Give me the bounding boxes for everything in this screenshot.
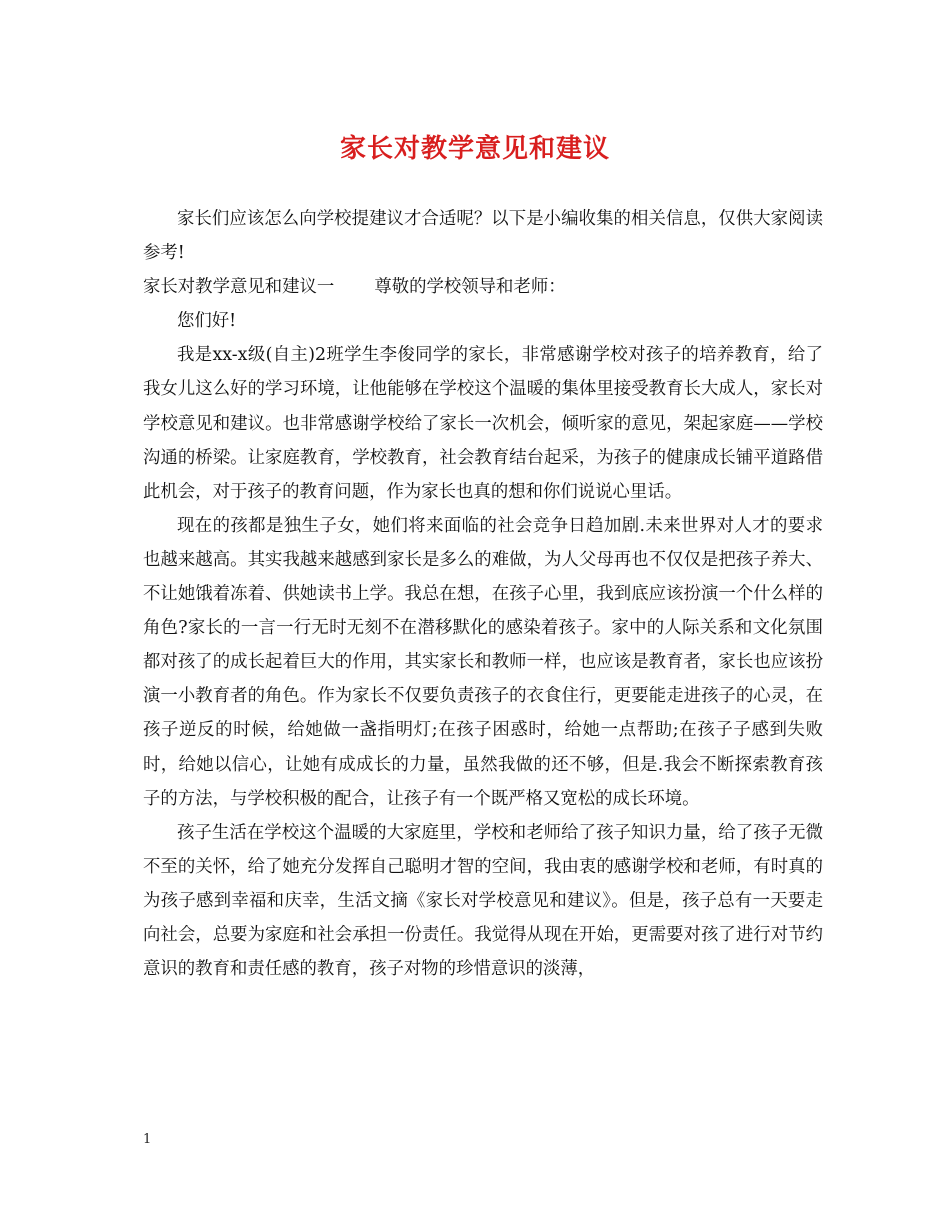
body-paragraph-1: 我是xx-x级(自主)2班学生李俊同学的家长，非常感谢学校对孩子的培养教育，给了我女儿这么好的学习环境，让他能够在学校这个温暖的集体里接受教育长大成人，家长对学校意见和建议。也非常感谢学校给了家长一次机会，倾听家的意见，架起家庭——学校沟通的桥梁。让家庭教育，学校教育，社会教育结台起采，为孩子的健康成长铺平道路借此机会，对于孩子的教育问题，作为家长也真的想和你们说说心里话。 xyxy=(143,345,823,502)
document-body xyxy=(143,202,823,986)
greeting: 您们好! xyxy=(177,311,237,332)
section-title: 家长对教学意见和建议一 xyxy=(143,277,335,298)
body-paragraph-2: 现在的孩都是独生子女，她们将来面临的社会竞争日趋加剧.未来世界对人才的要求也越来越高。其实我越来越感到家长是多么的难做，为人父母再也不仅仅是把孩子养大、不让她饿着冻着、供她读书上学。我总在想，在孩子心里，我到底应该扮演一个什么样的角色?家长的一言一行无时无刻不在潜移默化的感染着孩子。家中的人际关系和文化氛围都对孩了的成长起着巨大的作用，其实家长和教师一样，也应该是教育者，家长也应该扮演一小教育者的角色。作为家长不仅要负责孩子的衣食住行，更要能走进孩子的心灵，在孩子逆反的时候，给她做一盏指明灯;在孩子困惑时，给她一点帮助;在孩子子感到失败时，给她以信心，让她有成成长的力量，虽然我做的还不够，但是.我会不断探索教育孩子的方法，与学校积极的配合，让孩子有一个既严格又宽松的成长环境。 xyxy=(143,515,823,809)
intro-paragraph: 家长们应该怎么向学校提建议才合适呢？以下是小编收集的相关信息，仅供大家阅读参考! xyxy=(143,209,823,264)
document-title: 家长对教学意见和建议 xyxy=(339,134,610,164)
body-paragraph-3: 孩子生活在学校这个温暖的大家庭里，学校和老师给了孩子知识力量，给了孩子无微不至的关怀，给了她充分发挥自己聪明才智的空间，我由衷的感谢学校和老师，有时真的为孩子感到幸福和庆幸，生活文摘《家长对学校意见和建议》。但是，孩子总有一天要走向社会，总要为家庭和社会承担一份责任。我觉得从现在开始，更需要对孩了进行对节约意识的教育和责任感的教育，孩子对物的珍惜意识的淡薄， xyxy=(143,822,823,980)
salutation: 尊敬的学校领导和老师： xyxy=(374,277,566,298)
section-heading-line xyxy=(143,270,823,304)
page-number: 1 xyxy=(143,1132,152,1147)
